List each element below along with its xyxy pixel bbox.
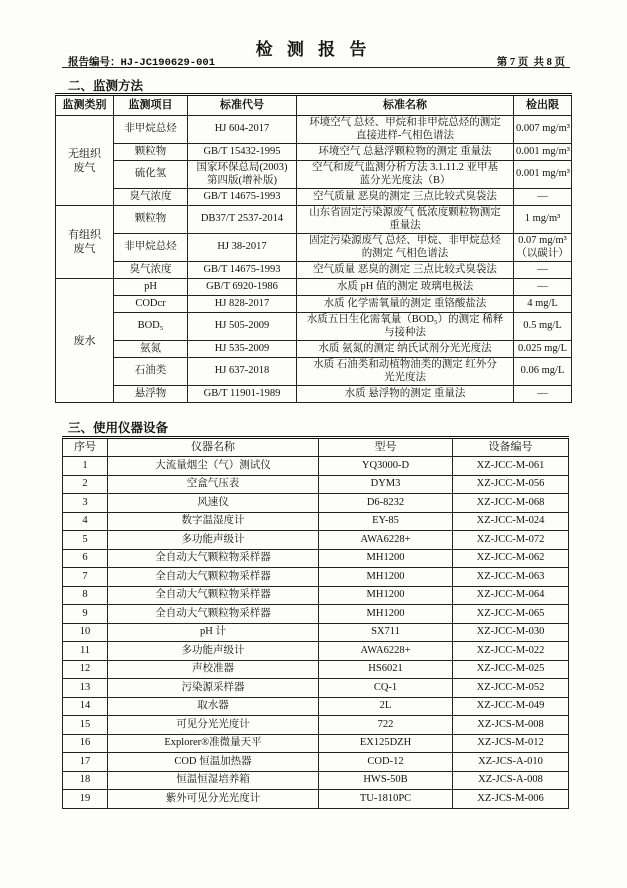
methods-name-cell: 水质五日生化需氧量（BOD₅）的测定 稀释 与接种法 [297, 313, 514, 341]
equipment-model-cell: SX711 [319, 623, 453, 642]
equipment-number-cell: 8 [63, 586, 108, 605]
table-row [63, 642, 569, 661]
equipment-number-cell: 12 [63, 660, 108, 679]
methods-item-cell: 石油类 [114, 358, 188, 386]
methods-category-cell: 无组织 废气 [56, 116, 114, 206]
equipment-model-cell: 2L [319, 697, 453, 716]
equipment-model-cell: EY-85 [319, 512, 453, 531]
equipment-number-cell: 13 [63, 679, 108, 698]
methods-item-cell: 臭气浓度 [114, 189, 188, 206]
equipment-name-cell: 大流量烟尘（气）测试仪 [108, 457, 319, 476]
methods-code-cell: DB37/T 2537-2014 [188, 206, 297, 234]
methods-limit-cell: 0.5 mg/L [514, 313, 572, 341]
equipment-number-cell: 14 [63, 697, 108, 716]
equipment-header-row [63, 438, 569, 457]
methods-item-cell: 硫化氢 [114, 161, 188, 189]
column-header-standard-name: 标准名称 [297, 95, 514, 116]
equipment-number-cell: 2 [63, 475, 108, 494]
equipment-id-cell: XZ-JCC-M-024 [453, 512, 569, 531]
equipment-name-cell: 污染源采样器 [108, 679, 319, 698]
equipment-name-cell: 紫外可见分光光度计 [108, 790, 319, 809]
table-row [56, 341, 572, 358]
equipment-model-cell: MH1200 [319, 605, 453, 624]
equipment-number-cell: 5 [63, 531, 108, 550]
methods-limit-cell: — [514, 279, 572, 296]
equipment-number-cell: 11 [63, 642, 108, 661]
column-header-model: 型号 [319, 438, 453, 457]
equipment-model-cell: CQ-1 [319, 679, 453, 698]
table-row [56, 386, 572, 403]
methods-limit-cell: 0.001 mg/m³ [514, 144, 572, 161]
page-indicator: 第 7 页 共 8 页 [496, 57, 565, 68]
equipment-name-cell: 多功能声级计 [108, 531, 319, 550]
equipment-model-cell: MH1200 [319, 586, 453, 605]
equipment-number-cell: 16 [63, 734, 108, 753]
table-row [56, 313, 572, 341]
equipment-table [62, 436, 569, 809]
methods-item-cell: pH [114, 279, 188, 296]
table-row [56, 262, 572, 279]
methods-limit-cell: — [514, 189, 572, 206]
methods-table [55, 93, 572, 403]
table-row [56, 279, 572, 296]
equipment-table-body [63, 457, 569, 809]
equipment-model-cell: HWS-50B [319, 771, 453, 790]
methods-item-cell: 臭气浓度 [114, 262, 188, 279]
methods-limit-cell: 0.025 mg/L [514, 341, 572, 358]
methods-code-cell: GB/T 6920-1986 [188, 279, 297, 296]
table-row [63, 679, 569, 698]
equipment-name-cell: 数字温湿度计 [108, 512, 319, 531]
methods-name-cell: 空气和废气监测分析方法 3.1.11.2 亚甲基 蓝分光光度法（B） [297, 161, 514, 189]
equipment-model-cell: EX125DZH [319, 734, 453, 753]
equipment-id-cell: XZ-JCS-M-006 [453, 790, 569, 809]
equipment-model-cell: MH1200 [319, 568, 453, 587]
methods-code-cell: HJ 38-2017 [188, 234, 297, 262]
equipment-id-cell: XZ-JCC-M-052 [453, 679, 569, 698]
equipment-id-cell: XZ-JCS-M-012 [453, 734, 569, 753]
methods-name-cell: 空气质量 恶臭的测定 三点比较式臭袋法 [297, 189, 514, 206]
table-row [56, 296, 572, 313]
table-row [63, 457, 569, 476]
methods-code-cell: GB/T 15432-1995 [188, 144, 297, 161]
equipment-name-cell: 全自动大气颗粒物采样器 [108, 586, 319, 605]
table-row [63, 512, 569, 531]
table-row [56, 358, 572, 386]
equipment-model-cell: YQ3000-D [319, 457, 453, 476]
methods-limit-cell: 0.07 mg/m³ （以碳计） [514, 234, 572, 262]
methods-name-cell: 水质 化学需氧量的测定 重铬酸盐法 [297, 296, 514, 313]
equipment-model-cell: AWA6228+ [319, 642, 453, 661]
equipment-id-cell: XZ-JCS-A-010 [453, 753, 569, 772]
equipment-number-cell: 9 [63, 605, 108, 624]
table-row [56, 144, 572, 161]
equipment-id-cell: XZ-JCC-M-063 [453, 568, 569, 587]
methods-name-cell: 空气质量 恶臭的测定 三点比较式臭袋法 [297, 262, 514, 279]
equipment-id-cell: XZ-JCC-M-056 [453, 475, 569, 494]
methods-limit-cell: 1 mg/m³ [514, 206, 572, 234]
equipment-model-cell: MH1200 [319, 549, 453, 568]
table-row [63, 623, 569, 642]
table-row [63, 716, 569, 735]
equipment-name-cell: COD 恒温加热器 [108, 753, 319, 772]
methods-name-cell: 水质 pH 值的测定 玻璃电极法 [297, 279, 514, 296]
equipment-name-cell: 风速仪 [108, 494, 319, 513]
table-row [56, 116, 572, 144]
equipment-number-cell: 18 [63, 771, 108, 790]
equipment-id-cell: XZ-JCC-M-065 [453, 605, 569, 624]
table-row [63, 568, 569, 587]
methods-item-cell: 悬浮物 [114, 386, 188, 403]
methods-limit-cell: 0.007 mg/m³ [514, 116, 572, 144]
equipment-id-cell: XZ-JCC-M-068 [453, 494, 569, 513]
table-row [63, 753, 569, 772]
equipment-id-cell: XZ-JCC-M-025 [453, 660, 569, 679]
methods-code-cell: HJ 828-2017 [188, 296, 297, 313]
equipment-id-cell: XZ-JCC-M-064 [453, 586, 569, 605]
methods-limit-cell: — [514, 262, 572, 279]
methods-item-cell: 氨氮 [114, 341, 188, 358]
table-row [56, 206, 572, 234]
table-row [63, 697, 569, 716]
equipment-name-cell: pH 计 [108, 623, 319, 642]
equipment-name-cell: 恒温恒湿培养箱 [108, 771, 319, 790]
methods-item-cell: CODcr [114, 296, 188, 313]
equipment-model-cell: AWA6228+ [319, 531, 453, 550]
equipment-id-cell: XZ-JCC-M-022 [453, 642, 569, 661]
methods-code-cell: HJ 535-2009 [188, 341, 297, 358]
equipment-number-cell: 10 [63, 623, 108, 642]
table-row [63, 605, 569, 624]
methods-name-cell: 环境空气 总烃、甲烷和非甲烷总烃的测定 直接进样-气相色谱法 [297, 116, 514, 144]
table-row [56, 161, 572, 189]
methods-limit-cell: 0.001 mg/m³ [514, 161, 572, 189]
methods-code-cell: GB/T 14675-1993 [188, 262, 297, 279]
equipment-name-cell: 全自动大气颗粒物采样器 [108, 568, 319, 587]
equipment-number-cell: 17 [63, 753, 108, 772]
equipment-number-cell: 1 [63, 457, 108, 476]
section-heading-equipment: 三、使用仪器设备 [68, 421, 169, 435]
column-header-code: 标准代号 [188, 95, 297, 116]
column-header-number: 序号 [63, 438, 108, 457]
methods-name-cell: 固定污染源废气 总烃、甲烷、非甲烷总烃 的测定 气相色谱法 [297, 234, 514, 262]
methods-limit-cell: 4 mg/L [514, 296, 572, 313]
methods-code-cell: GB/T 11901-1989 [188, 386, 297, 403]
methods-name-cell: 山东省固定污染源废气 低浓度颗粒物测定 重量法 [297, 206, 514, 234]
methods-code-cell: 国家环保总局(2003) 第四版(增补版) [188, 161, 297, 189]
methods-code-cell: GB/T 14675-1993 [188, 189, 297, 206]
equipment-model-cell: COD-12 [319, 753, 453, 772]
equipment-model-cell: HS6021 [319, 660, 453, 679]
table-row [63, 475, 569, 494]
table-row [56, 234, 572, 262]
table-row [63, 549, 569, 568]
equipment-name-cell: 声校准器 [108, 660, 319, 679]
equipment-id-cell: XZ-JCC-M-062 [453, 549, 569, 568]
column-header-item: 监测项目 [114, 95, 188, 116]
methods-code-cell: HJ 505-2009 [188, 313, 297, 341]
table-row [63, 660, 569, 679]
equipment-number-cell: 3 [63, 494, 108, 513]
methods-category-cell: 有组织 废气 [56, 206, 114, 279]
methods-name-cell: 环境空气 总悬浮颗粒物的测定 重量法 [297, 144, 514, 161]
equipment-name-cell: 空盒气压表 [108, 475, 319, 494]
equipment-number-cell: 4 [63, 512, 108, 531]
methods-name-cell: 水质 氨氮的测定 纳氏试剂分光光度法 [297, 341, 514, 358]
column-header-detection-limit: 检出限 [514, 95, 572, 116]
equipment-id-cell: XZ-JCC-M-072 [453, 531, 569, 550]
methods-item-cell: 非甲烷总烃 [114, 234, 188, 262]
table-row [63, 771, 569, 790]
table-row [63, 790, 569, 809]
table-row [63, 734, 569, 753]
column-header-category: 监测类别 [56, 95, 114, 116]
equipment-model-cell: 722 [319, 716, 453, 735]
table-row [63, 494, 569, 513]
section-heading-methods: 二、监测方法 [68, 79, 144, 93]
methods-code-cell: HJ 637-2018 [188, 358, 297, 386]
equipment-number-cell: 15 [63, 716, 108, 735]
equipment-id-cell: XZ-JCC-M-030 [453, 623, 569, 642]
table-row [56, 189, 572, 206]
methods-item-cell: BOD₅ [114, 313, 188, 341]
methods-category-cell: 废水 [56, 279, 114, 403]
equipment-id-cell: XZ-JCS-A-008 [453, 771, 569, 790]
methods-header-row [56, 95, 572, 116]
table-row [63, 586, 569, 605]
equipment-name-cell: 取水器 [108, 697, 319, 716]
methods-table-body [56, 116, 572, 403]
methods-name-cell: 水质 悬浮物的测定 重量法 [297, 386, 514, 403]
header-divider [62, 67, 570, 68]
methods-item-cell: 非甲烷总烃 [114, 116, 188, 144]
column-header-device-id: 设备编号 [453, 438, 569, 457]
equipment-name-cell: 全自动大气颗粒物采样器 [108, 605, 319, 624]
equipment-name-cell: Explorer®准微量天平 [108, 734, 319, 753]
equipment-model-cell: DYM3 [319, 475, 453, 494]
methods-limit-cell: 0.06 mg/L [514, 358, 572, 386]
methods-item-cell: 颗粒物 [114, 144, 188, 161]
equipment-id-cell: XZ-JCC-M-061 [453, 457, 569, 476]
table-row [63, 531, 569, 550]
equipment-name-cell: 全自动大气颗粒物采样器 [108, 549, 319, 568]
equipment-id-cell: XZ-JCC-M-049 [453, 697, 569, 716]
column-header-instrument-name: 仪器名称 [108, 438, 319, 457]
equipment-model-cell: D6-8232 [319, 494, 453, 513]
methods-item-cell: 颗粒物 [114, 206, 188, 234]
equipment-number-cell: 6 [63, 549, 108, 568]
equipment-name-cell: 可见分光光度计 [108, 716, 319, 735]
page-title: 检 测 报 告 [255, 40, 372, 59]
methods-limit-cell: — [514, 386, 572, 403]
equipment-name-cell: 多功能声级计 [108, 642, 319, 661]
methods-code-cell: HJ 604-2017 [188, 116, 297, 144]
equipment-id-cell: XZ-JCS-M-008 [453, 716, 569, 735]
equipment-model-cell: TU-1810PC [319, 790, 453, 809]
equipment-number-cell: 7 [63, 568, 108, 587]
methods-name-cell: 水质 石油类和动植物油类的测定 红外分 光光度法 [297, 358, 514, 386]
equipment-number-cell: 19 [63, 790, 108, 809]
report-number: 报告编号：HJ-JC190629-001 [68, 57, 216, 69]
